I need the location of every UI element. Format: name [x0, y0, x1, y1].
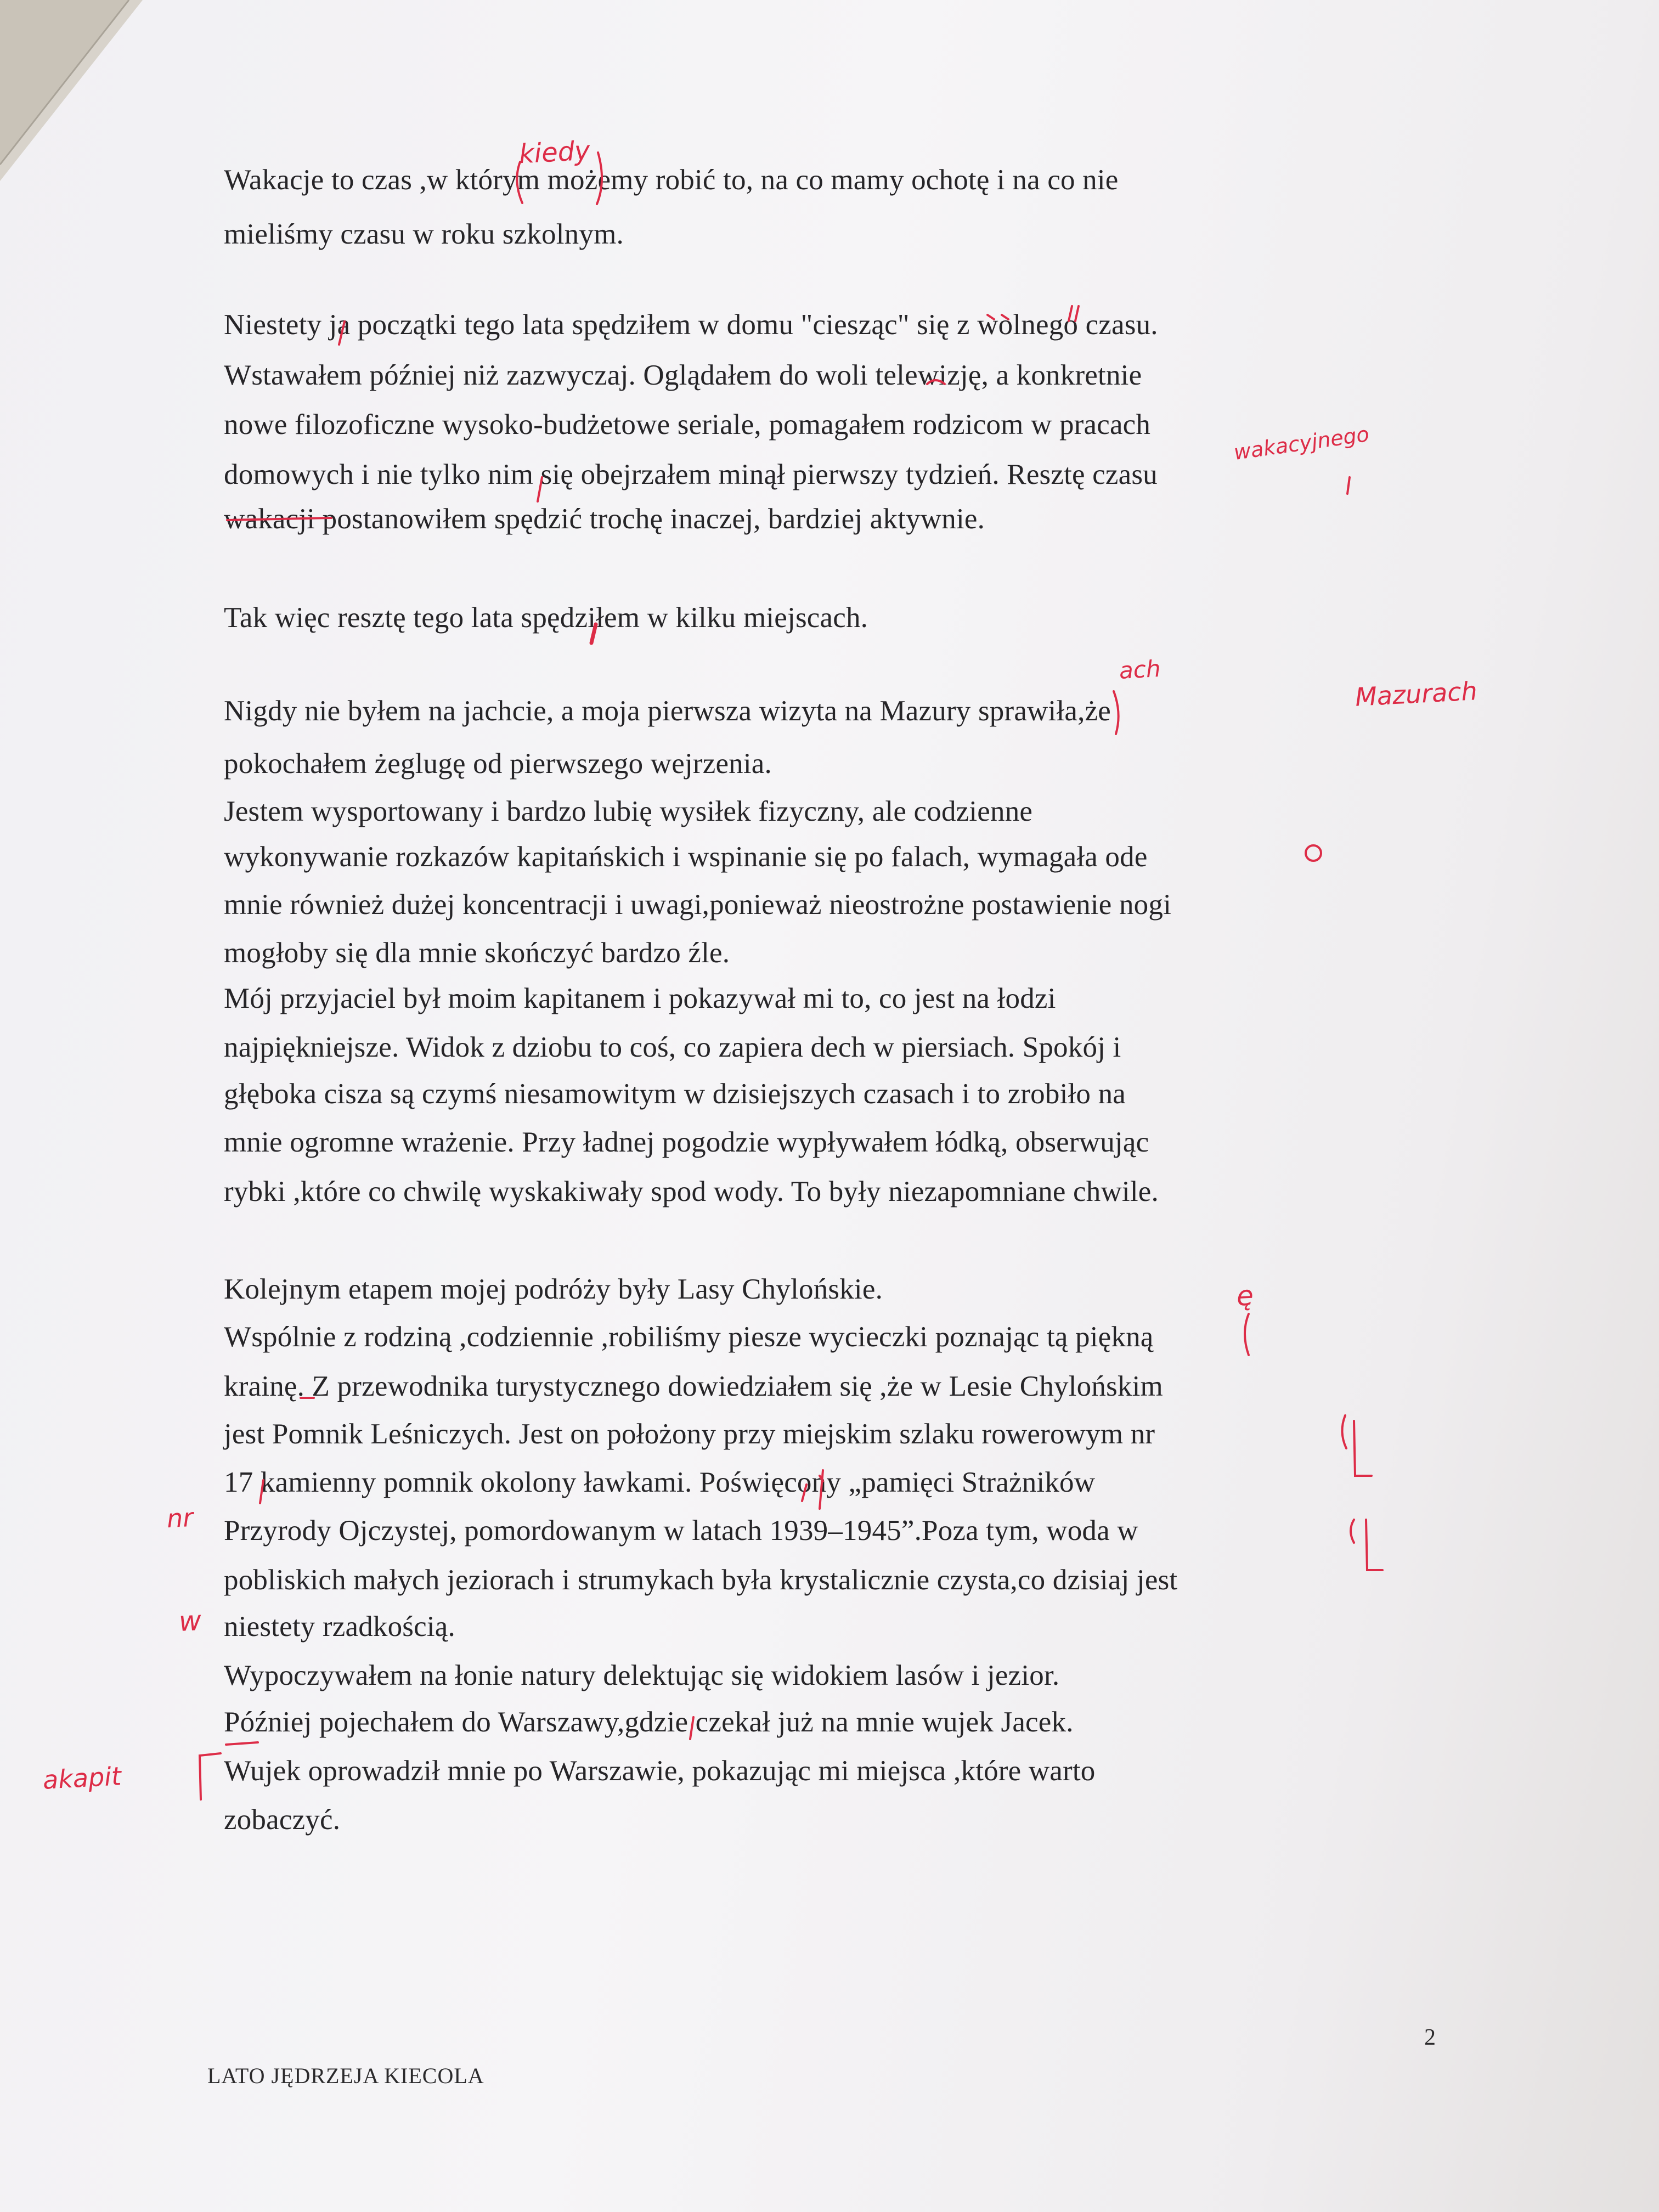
text-line-31: zobaczyć. [224, 1804, 341, 1836]
mark-tick-reszte [1347, 477, 1350, 494]
text-line-23: jest Pomnik Leśniczych. Jest on położony przy miejskim szlaku rowerowym nr [224, 1418, 1155, 1450]
text-line-7: wakacji postanowiłem spędzić trochę inaczej, bardziej aktywnie. [224, 503, 985, 535]
correction-wakacyjnego: wakacyjnego [1232, 421, 1371, 465]
text-line-28: Wypoczywałem na łonie natury delektując się widokiem lasów i jezior. [224, 1660, 1060, 1691]
mark-bracket-nr-right [1354, 1421, 1372, 1476]
text-line-11: Jestem wysportowany i bardzo lubię wysiłek fizyczny, ale codzienne [224, 795, 1033, 827]
text-line-25: Przyrody Ojczystej, pomordowanym w latach 1939–1945”.Poza tym, woda w [224, 1515, 1138, 1547]
text-line-20: Kolejnym etapem mojej podróży były Lasy Chylońskie. [224, 1273, 883, 1305]
text-line-4: Wstawałem później niż zazwyczaj. Oglądałem do woli telewizję, a konkretnie [224, 359, 1142, 391]
folded-corner [0, 0, 143, 181]
page-number: 2 [1424, 2025, 1436, 2050]
text-line-24: 17 kamienny pomnik okolony ławkami. Poświęcony „pamięci Strażników [224, 1466, 1096, 1498]
text-line-26: pobliskich małych jeziorach i strumykach była krystalicznie czysta,co dzisiaj jest [224, 1564, 1178, 1596]
text-line-10: pokochałem żeglugę od pierwszego wejrzenia. [224, 748, 772, 780]
mark-bracket-w-left [1351, 1520, 1354, 1543]
correction-kiedy: kiedy [518, 135, 591, 170]
text-line-17: głęboka cisza są czymś niesamowitym w dzisiejszych czasach i to zrobiło na [224, 1078, 1126, 1110]
correction-akapit: akapit [42, 1761, 122, 1795]
text-line-22: krainę. Z przewodnika turystycznego dowiedziałem się ,że w Lesie Chylońskim [224, 1370, 1163, 1402]
text-line-1: Wakacje to czas ,w którym możemy robić to, na co mamy ochotę i na co nie [224, 164, 1119, 196]
mark-bracket-nr-left [1342, 1415, 1346, 1448]
text-line-16: najpiękniejsze. Widok z dziobu to coś, co zapiera dech w piersiach. Spokój i [224, 1031, 1121, 1063]
text-line-27: niestety rzadkością. [224, 1611, 455, 1643]
correction-w: w [178, 1604, 202, 1638]
mark-bracket-mazury [1114, 691, 1119, 734]
text-line-2: mieliśmy czasu w roku szkolnym. [224, 218, 624, 250]
mark-bracket-ta [1245, 1314, 1249, 1355]
correction-mazurach: Mazurach [1354, 676, 1478, 712]
text-line-13: mnie również dużej koncentracji i uwagi,ponieważ nieostrożne postawienie nogi [224, 889, 1172, 921]
mark-circle-wymagala [1306, 845, 1321, 861]
text-line-5: nowe filozoficzne wysoko-budżetowe seriale, pomagałem rodzicom w pracach [224, 409, 1151, 441]
footer-title: LATO JĘDRZEJA KIECOLA [207, 2063, 484, 2088]
text-line-14: mogłoby się dla mnie skończyć bardzo źle. [224, 937, 730, 969]
correction-e-ogonek: ę [1235, 1279, 1255, 1312]
correction-ach: ach [1118, 655, 1161, 684]
text-line-8: Tak więc resztę tego lata spędziłem w kilku miejscach. [224, 602, 868, 634]
text-line-29: Później pojechałem do Warszawy,gdzie czekał już na mnie wujek Jacek. [224, 1706, 1074, 1738]
mark-paragraph [200, 1753, 221, 1799]
text-line-3: Niestety ja początki tego lata spędziłem w domu "ciesząc" się z wolnego czasu. [224, 309, 1158, 341]
correction-nr: nr [166, 1502, 194, 1534]
text-line-15: Mój przyjaciel był moim kapitanem i pokazywał mi to, co jest na łodzi [224, 983, 1056, 1014]
text-line-18: mnie ogromne wrażenie. Przy ładnej pogodzie wypływałem łódką, obserwując [224, 1126, 1149, 1158]
text-line-21: Wspólnie z rodziną ,codziennie ,robiliśmy piesze wycieczki poznając tą piękną [224, 1321, 1154, 1353]
mark-underline-wy [226, 1742, 258, 1745]
text-line-30: Wujek oprowadził mnie po Warszawie, pokazując mi miejsca ,które warto [224, 1755, 1096, 1787]
text-line-9: Nigdy nie byłem na jachcie, a moja pierwsza wizyta na Mazury sprawiła,że [224, 695, 1111, 727]
text-line-19: rybki ,które co chwilę wyskakiwały spod wody. To były niezapomniane chwile. [224, 1176, 1159, 1207]
mark-bracket-w-right [1366, 1520, 1383, 1570]
text-line-6: domowych i nie tylko nim się obejrzałem minął pierwszy tydzień. Resztę czasu [224, 459, 1158, 490]
text-line-12: wykonywanie rozkazów kapitańskich i wspinanie się po falach, wymagała ode [224, 841, 1148, 873]
